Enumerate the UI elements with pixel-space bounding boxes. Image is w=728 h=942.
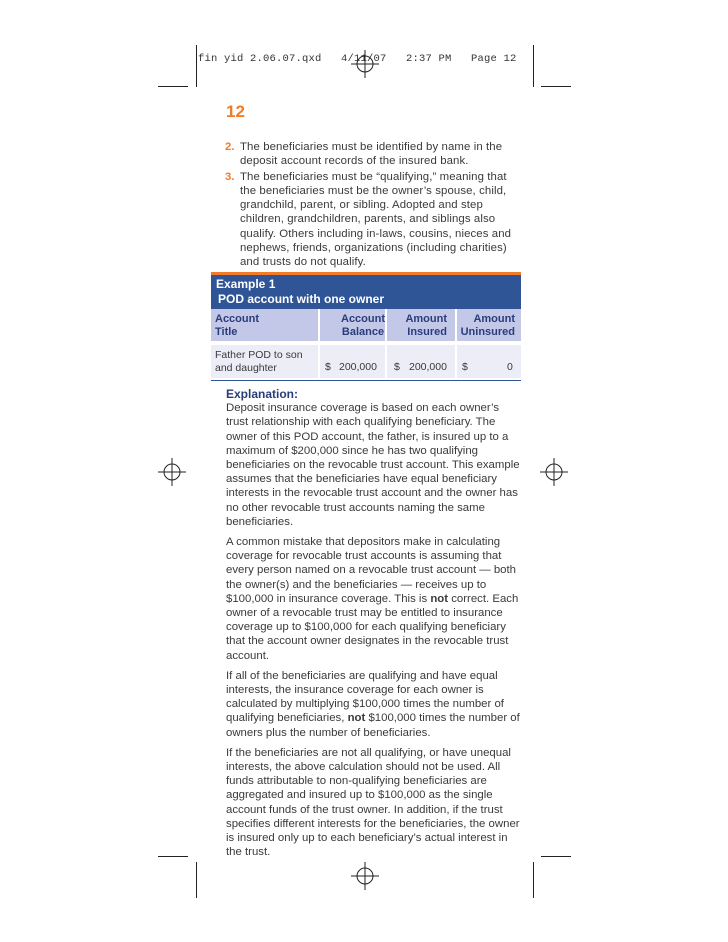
explanation-section: [226, 387, 520, 866]
cell-insured-currency: $: [394, 361, 400, 373]
column-header-account-title: [215, 313, 259, 339]
column-header-uninsured: [459, 313, 515, 339]
cell-line: and daughter: [215, 362, 277, 374]
column-header-balance: [333, 313, 393, 339]
explanation-paragraph: [226, 535, 520, 663]
crop-mark: [541, 86, 571, 87]
cell-uninsured-currency: $: [462, 361, 468, 373]
cell-balance-currency: $: [325, 361, 331, 373]
table-header-row: [211, 309, 521, 341]
page-number: 12: [226, 102, 245, 121]
crop-mark: [158, 856, 188, 857]
registration-mark-icon: [540, 458, 568, 486]
text-run: If all of the beneficiaries are qualifying and have equal interests, the insurance coverage for each owner is calculated by multiplying $100,000 times the number of qualifying beneficiaries,: [226, 669, 504, 725]
emphasis-not: not: [347, 712, 366, 725]
header-line: Insured: [407, 326, 447, 338]
cell-balance: 200,000: [339, 361, 377, 373]
requirements-list: [225, 140, 525, 271]
header-line: Balance: [341, 326, 385, 338]
crop-mark: [158, 86, 188, 87]
registration-mark-icon: [351, 862, 379, 890]
cell-account-title: [215, 349, 303, 375]
column-header-insured: [397, 313, 447, 339]
list-item-number: 3.: [225, 170, 235, 183]
header-line: Account: [341, 313, 385, 325]
column-divider: [318, 309, 320, 378]
header-line: Amount: [405, 313, 447, 325]
list-item-number: 2.: [225, 141, 235, 153]
text-run: correct. Each owner of a revocable trust may be entitled to insurance coverage up to $100,000 for each qualifying beneficiary that the account owner designates in the revocable trust account.: [226, 592, 519, 662]
crop-mark: [196, 862, 197, 898]
emphasis-not: not: [430, 592, 449, 605]
crop-mark: [533, 862, 534, 898]
explanation-paragraph: [226, 669, 520, 740]
list-item-text: The beneficiaries must be identified by name in the deposit account records of the insured bank.: [240, 141, 503, 168]
crop-mark: [533, 45, 534, 87]
header-line: Account: [215, 313, 259, 325]
cell-uninsured: 0: [507, 361, 513, 373]
print-slug: fin yid 2.06.07.qxd 4/11/07 2:37 PM Page 12: [198, 53, 517, 65]
cell-insured: 200,000: [409, 361, 447, 373]
registration-mark-icon: [351, 50, 379, 78]
explanation-paragraph: If the beneficiaries are not all qualifying, or have unequal interests, the above calculation should not be used. All funds attributable to non-qualifying beneficiaries are aggregated and insured up to $100,000 as the single account funds of the trust owner. In addition, if the trust specifies different interests for the beneficiaries, the owner is insured only up to each beneficiary’s actual interest in the trust.: [226, 746, 520, 859]
header-line: Title: [215, 326, 238, 338]
example-header: [211, 275, 521, 309]
cell-line: Father POD to son: [215, 349, 303, 361]
table-row: [211, 345, 521, 378]
header-line: Uninsured: [460, 326, 515, 338]
registration-mark-icon: [158, 458, 186, 486]
list-item-text: The beneficiaries must be “qualifying,” meaning that the beneficiaries must be the owner’s spouse, child, grandchild, parent, or sibling. Adopted and step children, grandchildren, parents, and siblings also qualify. Others including in-laws, cousins, nieces and nephews, friends, organizations (including charities) and trusts do not qualify.: [240, 170, 512, 269]
crop-mark: [541, 856, 571, 857]
example-title: POD account with one owner: [218, 292, 385, 306]
column-divider: [385, 309, 387, 378]
text-run: $100,000 times the number of owners plus the number of beneficiaries.: [226, 712, 520, 739]
crop-mark: [196, 45, 197, 87]
example-label: Example 1: [216, 277, 276, 291]
explanation-heading: Explanation:: [226, 387, 299, 401]
list-item: [225, 140, 525, 169]
example-bottom-rule: [211, 380, 521, 381]
header-line: Amount: [473, 313, 515, 325]
column-divider: [455, 309, 457, 378]
list-item: [225, 170, 525, 270]
explanation-paragraph: Deposit insurance coverage is based on each owner’s trust relationship with each qualifying beneficiary. The owner of this POD account, the father, is insured up to a maximum of $200,000 since he has two qualifying beneficiaries on the revocable trust account. This example assumes that the beneficiaries have equal beneficiary interests in the revocable trust account and the owner has no other revocable trust accounts naming the same beneficiaries.: [226, 402, 520, 528]
text-run: A common mistake that depositors make in calculating coverage for revocable trust accounts is assuming that every person named on a revocable trust account — both the owner(s) and the beneficiaries — receives up to $100,000 in insurance coverage. This is: [226, 536, 516, 605]
